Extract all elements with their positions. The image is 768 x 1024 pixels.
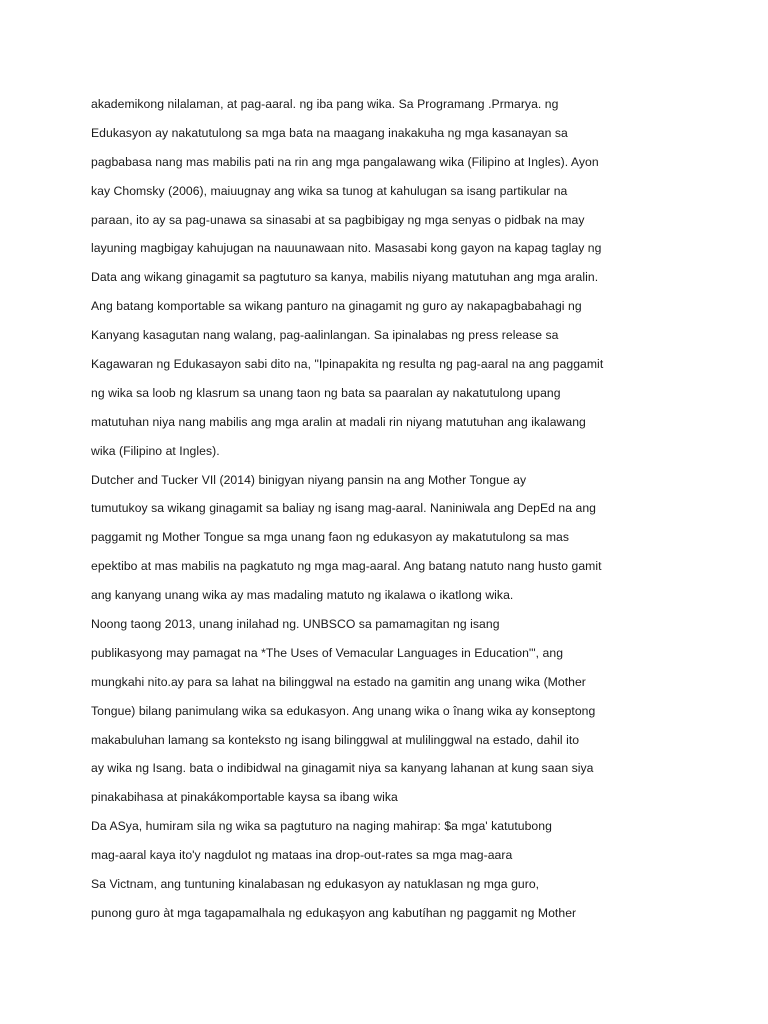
text-line: Da ASya, humiram sila ng wika sa pagtuturo na naging mahirap: $a mga' katutubong (91, 819, 552, 834)
text-line: Data ang wikang ginagamit sa pagtuturo sa kanya, mabilis niyang matutuhan ang mga aralin. (91, 270, 599, 285)
text-line: layuning magbigay kahujugan na nauunawaan nito. Masasabi kong gayon na kapag taglay ng (91, 241, 602, 256)
text-line: paraan, ito ay sa pag-unawa sa sinasabi at sa pagbibigay ng mga senyas o pidbak na may (91, 212, 585, 227)
text-line: publikasyong may pamagat na *The Uses of Vemacular Languages in Education'", ang (91, 645, 564, 660)
text-line: pinakabihasa at pinakákomportable kaysa sa ibang wika (91, 790, 398, 805)
text-line: Noong taong 2013, unang inilahad ng. UNBSCO sa pamamagitan ng isang (91, 617, 500, 632)
text-line: epektibo at mas mabilis na pagkatuto ng mga mag-aaral. Ang batang natuto nang husto gamit (91, 559, 602, 574)
text-line: wika (Filipino at Ingles). (91, 443, 220, 458)
text-line: Edukasyon ay nakatutulong sa mga bata na maagang inakakuha ng mga kasanayan sa (91, 125, 568, 140)
text-line: kay Chomsky (2006), maiuugnay ang wika sa tunog at kahulugan sa isang partikular na (91, 183, 568, 198)
text-line: Ang batang komportable sa wikang panturo na ginagamit ng guro ay nakapagbabahagi ng (91, 299, 582, 314)
text-line: mungkahi nito.ay para sa lahat na bilinggwal na estado na gamitin ang unang wika (Mother (91, 674, 586, 689)
text-line: ang kanyang unang wika ay mas madaling matuto ng ikalawa o ikatlong wika. (91, 588, 514, 603)
text-line: tumutukoy sa wikang ginagamit sa baliay ng isang mag-aaral. Naniniwala ang DepEd na ang (91, 501, 597, 516)
text-line: mag-aaral kaya ito'y nagdulot ng mataas ina drop-out-rates sa mga mag-aara (91, 848, 513, 863)
text-line: matutuhan niya nang mabilis ang mga aralin at madali rin niyang matutuhan ang ikalawang (91, 414, 586, 429)
text-line: Kanyang kasagutan nang walang, pag-aalinlangan. Sa ipinalabas ng press release sa (91, 328, 559, 343)
text-line: ng wika sa loob ng klasrum sa unang taon ng bata sa paaralan ay nakatutulong upang (91, 385, 561, 400)
text-line: pagbabasa nang mas mabilis pati na rin ang mga pangalawang wika (Filipino at Ingles). Ayon (91, 154, 599, 169)
text-line: akademikong nilalaman, at pag-aaral. ng iba pang wika. Sa Programang .Prmarya. ng (91, 97, 559, 111)
text-line: Sa Victnam, ang tuntuning kinalabasan ng edukasyon ay natuklasan ng mga guro, (91, 877, 540, 892)
text-line: paggamit ng Mother Tongue sa mga unang faon ng edukasyon ay makatutulong sa mas (91, 530, 569, 545)
text-line: ay wika ng Isang. bata o indibidwal na ginagamit niya sa kanyang lahanan at kung saan siya (91, 761, 594, 776)
text-line: punong guro àt mga tagapamalhala ng edukaşyon ang kabutíhan ng paggamit ng Mother (91, 905, 577, 920)
body-text (91, 90, 631, 928)
text-line: Tongue) bilang panimulang wika sa edukasyon. Ang unang wika o înang wika ay konseptong (91, 703, 596, 718)
text-line: Kagawaran ng Edukasayon sabi dito na, "Ipinapakita ng resulta ng pag-aaral na ang paggamit (91, 357, 604, 372)
text-line: makabuluhan lamang sa konteksto ng isang bilinggwal at mulilinggwal na estado, dahil ito (91, 732, 580, 747)
text-line: Dutcher and Tucker VIl (2014) binigyan niyang pansin na ang Mother Tongue ay (91, 472, 527, 487)
